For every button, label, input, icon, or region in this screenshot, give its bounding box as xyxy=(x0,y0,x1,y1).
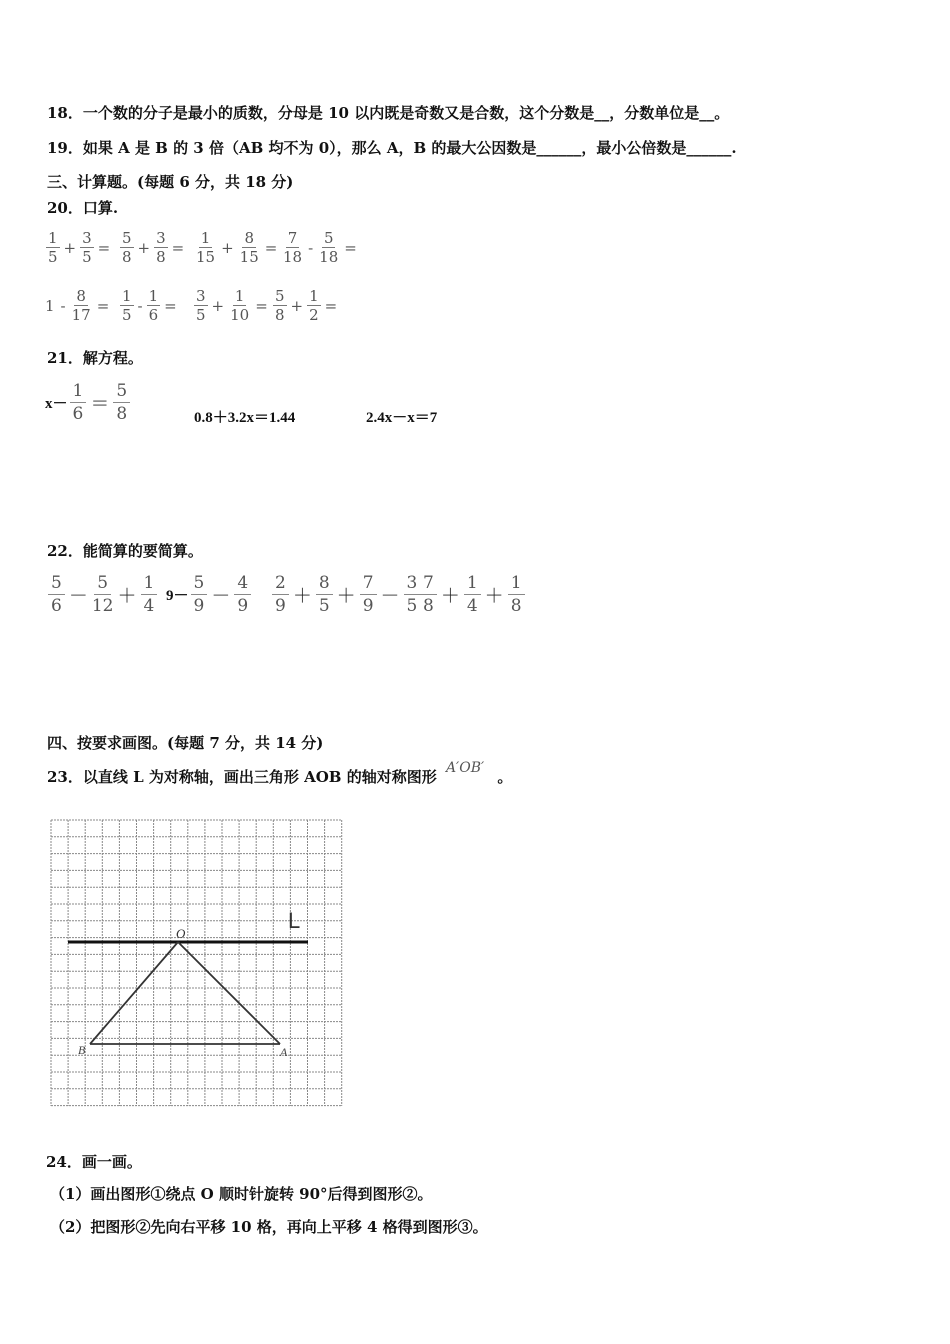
fraction: $\frac{5}{18}$ xyxy=(319,229,339,266)
q21-equation-2: 0.8＋3.2x＝1.44 xyxy=(194,410,296,426)
oral-calc-item xyxy=(193,287,271,324)
operator: ＋ xyxy=(336,585,356,607)
fraction: $\frac{5}{6}$ xyxy=(48,572,65,617)
triangle-side-oa xyxy=(178,942,280,1044)
fraction: $\frac{1}{5}$ xyxy=(122,287,132,324)
equals-sign: = xyxy=(264,238,278,257)
triangle-side-ob xyxy=(90,942,178,1044)
q22-expression-4 xyxy=(418,572,527,617)
fraction: $\frac{3}{5}$ xyxy=(82,229,92,266)
operator: ＋ xyxy=(117,585,137,607)
question-20: 20．口算. xyxy=(47,199,119,217)
fraction: $\frac{3}{5}$ xyxy=(404,572,421,617)
fraction: $\frac{5}{9}$ xyxy=(191,572,208,617)
q22-expression-1 xyxy=(46,572,159,617)
label-b: B xyxy=(78,1043,86,1057)
q21-equation-1 xyxy=(45,380,132,425)
equals-sign: = xyxy=(171,238,185,257)
operator: ＋ xyxy=(440,585,460,607)
operator: － xyxy=(380,585,400,607)
q21-eq1-fraction-2: $\frac{5}{8}$ xyxy=(113,380,130,425)
operator: ＋ xyxy=(484,585,504,607)
fraction: $\frac{1}{8}$ xyxy=(508,572,525,617)
fraction: $\frac{5}{12}$ xyxy=(91,573,114,616)
fraction: $\frac{1}{15}$ xyxy=(196,229,216,266)
fraction: $\frac{1}{2}$ xyxy=(309,287,319,324)
fraction: $\frac{3}{5}$ xyxy=(196,287,206,324)
operator: - xyxy=(60,296,66,315)
q21-equation-3: 2.4x－x＝7 xyxy=(366,410,438,426)
question-19: 19．如果 A 是 B 的 3 倍（AB 均不为 0），那么 A，B 的最大公因数是______，最小公倍数是______. xyxy=(47,139,737,157)
q21-eq1-equals: ＝ xyxy=(90,393,110,415)
operator: + xyxy=(137,238,151,257)
fraction: $\frac{7}{18}$ xyxy=(283,229,303,266)
operator: - xyxy=(137,296,143,315)
operator: + xyxy=(221,238,234,257)
equals-sign: = xyxy=(97,238,111,257)
equals-sign: = xyxy=(164,296,177,315)
equals-sign: = xyxy=(96,296,110,315)
fraction: $\frac{1}{10}$ xyxy=(230,287,250,324)
q23-symbol: A′OB′ xyxy=(445,760,485,776)
oral-calc-item xyxy=(193,229,280,266)
question-24-part-1: （1）画出图形①绕点 O 顺时针旋转 90°后得到图形②。 xyxy=(50,1185,433,1203)
section-3-heading: 三、计算题。(每题 6 分，共 18 分) xyxy=(47,173,294,191)
label-a: A xyxy=(280,1045,288,1059)
label-l: L xyxy=(288,908,301,933)
equals-sign: = xyxy=(255,296,268,315)
operator: － xyxy=(68,585,88,607)
fraction: $\frac{1}{5}$ xyxy=(48,229,58,266)
question-18: 18．一个数的分子是最小的质数，分母是 10 以内既是奇数又是合数，这个分数是__，分数单位是__。 xyxy=(47,104,730,122)
fraction: $\frac{3}{8}$ xyxy=(156,229,166,266)
lead-number: 1 xyxy=(45,296,55,315)
oral-calc-item xyxy=(119,287,180,324)
q22-expression-2 xyxy=(166,572,253,617)
fraction: $\frac{2}{9}$ xyxy=(272,572,289,617)
fraction: $\frac{8}{17}$ xyxy=(71,287,91,324)
oral-calc-item xyxy=(119,229,187,266)
label-o: O xyxy=(176,926,186,941)
q22-expression-3 xyxy=(270,572,422,617)
oral-calc-item xyxy=(45,229,113,266)
operator: + xyxy=(211,296,225,315)
fraction: $\frac{8}{15}$ xyxy=(239,229,259,266)
fraction: $\frac{1}{6}$ xyxy=(148,287,159,324)
fraction: $\frac{1}{4}$ xyxy=(464,572,481,617)
question-23: 23．以直线 L 为对称轴，画出三角形 AOB 的轴对称图形 A′OB′ 。 xyxy=(47,760,513,786)
operator: + xyxy=(290,296,304,315)
question-21: 21．解方程。 xyxy=(47,349,143,367)
fraction: $\frac{7}{9}$ xyxy=(360,572,377,617)
question-22: 22．能简算的要简算。 xyxy=(47,542,203,560)
operator: － xyxy=(211,585,231,607)
operator: ＋ xyxy=(292,585,312,607)
fraction: $\frac{5}{8}$ xyxy=(275,287,285,324)
fraction: $\frac{4}{9}$ xyxy=(234,572,251,617)
oral-calc-item xyxy=(45,287,112,324)
operator: + xyxy=(63,238,77,257)
equals-sign: = xyxy=(344,238,357,257)
oral-calc-item xyxy=(280,229,360,266)
fraction: $\frac{5}{8}$ xyxy=(122,229,132,266)
section-4-heading: 四、按要求画图。(每题 7 分，共 14 分) xyxy=(47,734,324,752)
symmetry-grid-figure xyxy=(46,816,350,1110)
oral-calc-item xyxy=(272,287,340,324)
operator: - xyxy=(308,238,314,257)
equals-sign: = xyxy=(324,296,338,315)
leading-term: 9－ xyxy=(166,588,189,604)
question-24: 24．画一画。 xyxy=(46,1153,142,1171)
fraction: $\frac{1}{4}$ xyxy=(141,572,158,617)
question-24-part-2: （2）把图形②先向右平移 10 格，再向上平移 4 格得到图形③。 xyxy=(50,1218,488,1236)
fraction: $\frac{8}{5}$ xyxy=(316,572,333,617)
fraction: $\frac{7}{8}$ xyxy=(420,572,437,617)
q21-eq1-fraction-1: $\frac{1}{6}$ xyxy=(70,380,87,425)
q21-eq1-x: x－ xyxy=(45,396,68,412)
